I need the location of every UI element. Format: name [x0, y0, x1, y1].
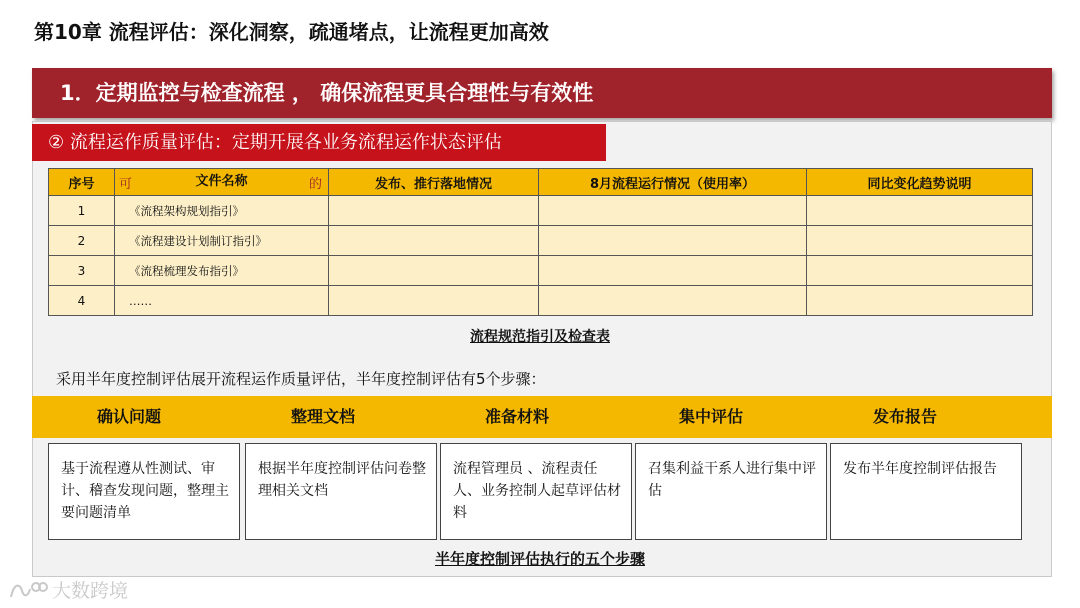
row-index: 4	[49, 286, 115, 316]
column-header-trend: 同比变化趋势说明	[807, 169, 1033, 196]
row-index: 1	[49, 196, 115, 226]
row-document-name: 《流程梳理发布指引》	[115, 256, 329, 286]
sub-section-banner: ② 流程运作质量评估：定期开展各业务流程运作状态评估	[32, 124, 606, 161]
table-row	[49, 196, 1033, 226]
step-title: 发布报告	[872, 407, 937, 426]
column-header-index: 序号	[49, 169, 115, 196]
row-document-name: 《流程建设计划制订指引》	[115, 226, 329, 256]
table-header-row	[49, 169, 1033, 196]
step-description-box: 流程管理员 、流程责任人、业务控制人起草评估材料	[440, 443, 632, 540]
column-header-publish: 发布、推行落地情况	[329, 169, 539, 196]
column-header-name-trail: 的	[308, 177, 322, 192]
steps-caption: 半年度控制评估执行的五个步骤	[434, 550, 645, 568]
table-row	[49, 226, 1033, 256]
watermark-text: 大数跨境	[52, 580, 129, 602]
column-header-name	[115, 169, 329, 196]
row-usage-cell	[539, 286, 807, 316]
column-header-name-lead: 可	[119, 177, 133, 192]
page-title: 第10章 流程评估：深化洞察，疏通堵点，让流程更加高效	[34, 20, 549, 44]
check-table	[48, 168, 1033, 316]
row-document-name: 《流程架构规划指引》	[115, 196, 329, 226]
row-publish-cell	[329, 196, 539, 226]
column-header-usage: 8月流程运行情况（使用率）	[539, 169, 807, 196]
row-publish-cell	[329, 226, 539, 256]
table-row	[49, 256, 1033, 286]
row-document-name: ……	[115, 286, 329, 316]
row-publish-cell	[329, 256, 539, 286]
row-usage-cell	[539, 196, 807, 226]
step-title: 整理文档	[290, 407, 355, 426]
step-title: 集中评估	[678, 407, 743, 426]
row-usage-cell	[539, 226, 807, 256]
watermark-logo-icon	[8, 579, 48, 601]
section-banner: 1．定期监控与检查流程 ， 确保流程更具合理性与有效性	[32, 68, 1052, 118]
table-caption: 流程规范指引及检查表	[470, 329, 610, 345]
step-title: 准备材料	[484, 407, 549, 426]
step-description-box: 召集利益干系人进行集中评估	[635, 443, 827, 540]
row-usage-cell	[539, 256, 807, 286]
row-index: 2	[49, 226, 115, 256]
column-header-name-label: 文件名称	[195, 174, 248, 189]
row-trend-cell	[807, 286, 1033, 316]
row-publish-cell	[329, 286, 539, 316]
step-title: 确认问题	[96, 407, 161, 426]
table-row	[49, 286, 1033, 316]
steps-header-bar	[32, 396, 1052, 438]
row-trend-cell	[807, 226, 1033, 256]
intro-text: 采用半年度控制评估展开流程运作质量评估，半年度控制评估有5个步骤：	[56, 370, 546, 388]
step-description-box: 根据半年度控制评估问卷整理相关文档	[245, 443, 437, 540]
step-description-box: 发布半年度控制评估报告	[830, 443, 1022, 540]
step-description-box: 基于流程遵从性测试、审计、稽查发现问题，整理主要问题清单	[48, 443, 240, 540]
row-index: 3	[49, 256, 115, 286]
row-trend-cell	[807, 256, 1033, 286]
watermark	[8, 576, 128, 603]
row-trend-cell	[807, 196, 1033, 226]
